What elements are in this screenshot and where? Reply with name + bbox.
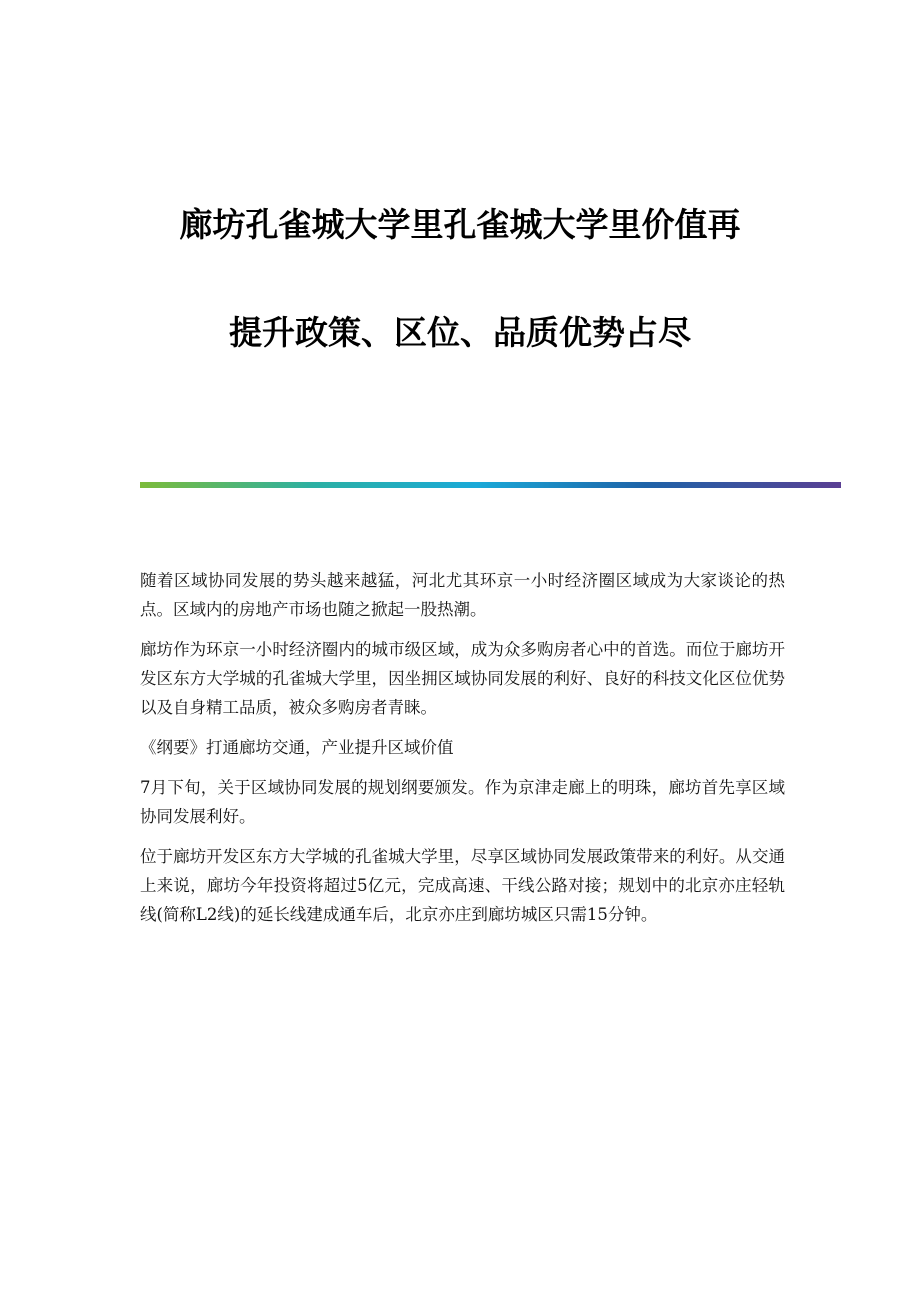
paragraph-2: 廊坊作为环京一小时经济圈内的城市级区域，成为众多购房者心中的首选。而位于廊坊开发区东方大学城的孔雀城大学里，因坐拥区域协同发展的利好、良好的科技文化区位优势以及自身精工品质，被众多购房者青睐。 xyxy=(140,640,785,717)
paragraph-3: 7月下旬，关于区域协同发展的规划纲要颁发。作为京津走廊上的明珠，廊坊首先享区域协同发展利好。 xyxy=(140,778,785,826)
title-line-2: 提升政策、区位、品质优势占尽 xyxy=(229,313,691,352)
paragraph-subheading: 《纲要》打通廊坊交通，产业提升区域价值 xyxy=(140,738,454,757)
title-line-1: 廊坊孔雀城大学里孔雀城大学里价值再 xyxy=(179,205,741,244)
gradient-divider xyxy=(140,482,841,488)
paragraph-1: 随着区域协同发展的势头越来越猛，河北尤其环京一小时经济圈区域成为大家谈论的热点。区域内的房地产市场也随之掀起一股热潮。 xyxy=(140,571,785,619)
article-body xyxy=(140,566,785,940)
document-title xyxy=(140,205,780,352)
paragraph-4: 位于廊坊开发区东方大学城的孔雀城大学里，尽享区域协同发展政策带来的利好。从交通上来说，廊坊今年投资将超过5亿元，完成高速、干线公路对接；规划中的北京亦庄轻轨线(简称L2线)的延长线建成通车后，北京亦庄到廊坊城区只需15分钟。 xyxy=(140,847,785,924)
